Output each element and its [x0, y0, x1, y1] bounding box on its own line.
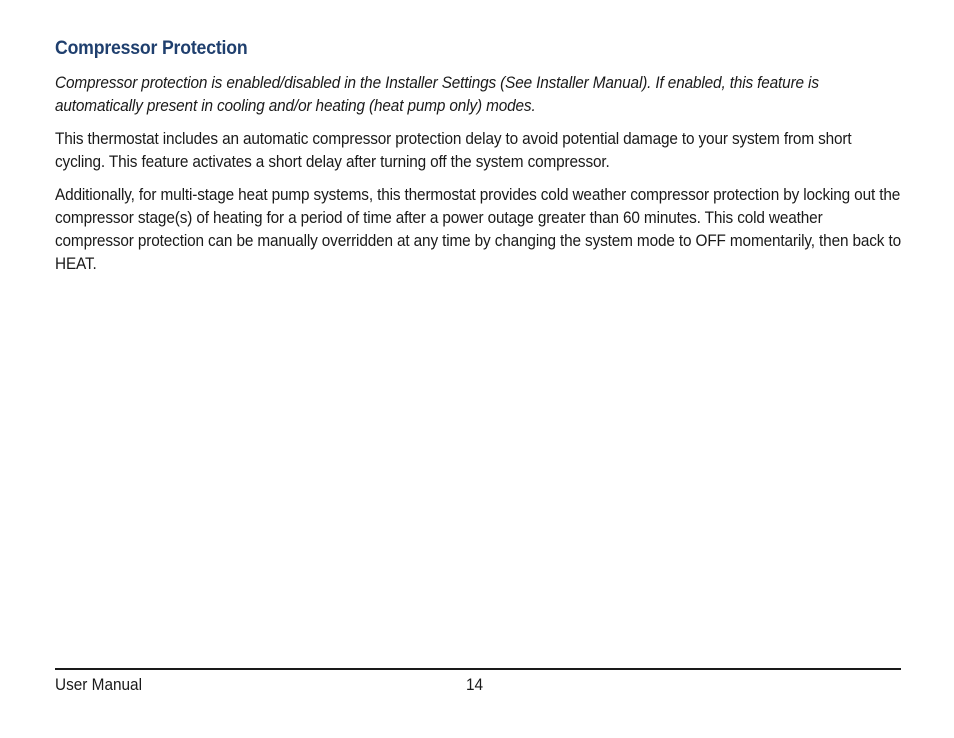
body-paragraph-2: Additionally, for multi-stage heat pump systems, this thermostat provides cold weather compressor protection by locking out the compressor stage(s) of heating for a period of time after a power outage greater than 60 minutes. This cold weather compressor protection can be manually overridden at any time by changing the system mode to OFF momentarily, then back to HEAT.: [55, 186, 901, 273]
page-content: [55, 38, 905, 286]
section-heading: Compressor Protection: [55, 38, 248, 59]
body-paragraph-1: This thermostat includes an automatic compressor protection delay to avoid potential damage to your system from short cycling. This feature activates a short delay after turning off the system compressor.: [55, 130, 852, 171]
footer-page-number: 14: [466, 676, 484, 694]
footer-document-title: User Manual: [55, 676, 142, 694]
intro-note: Compressor protection is enabled/disabled in the Installer Settings (See Installer Manual). If enabled, this feature is automatically present in cooling and/or heating (heat pump only) modes.: [55, 74, 819, 115]
footer-divider: [55, 668, 901, 670]
